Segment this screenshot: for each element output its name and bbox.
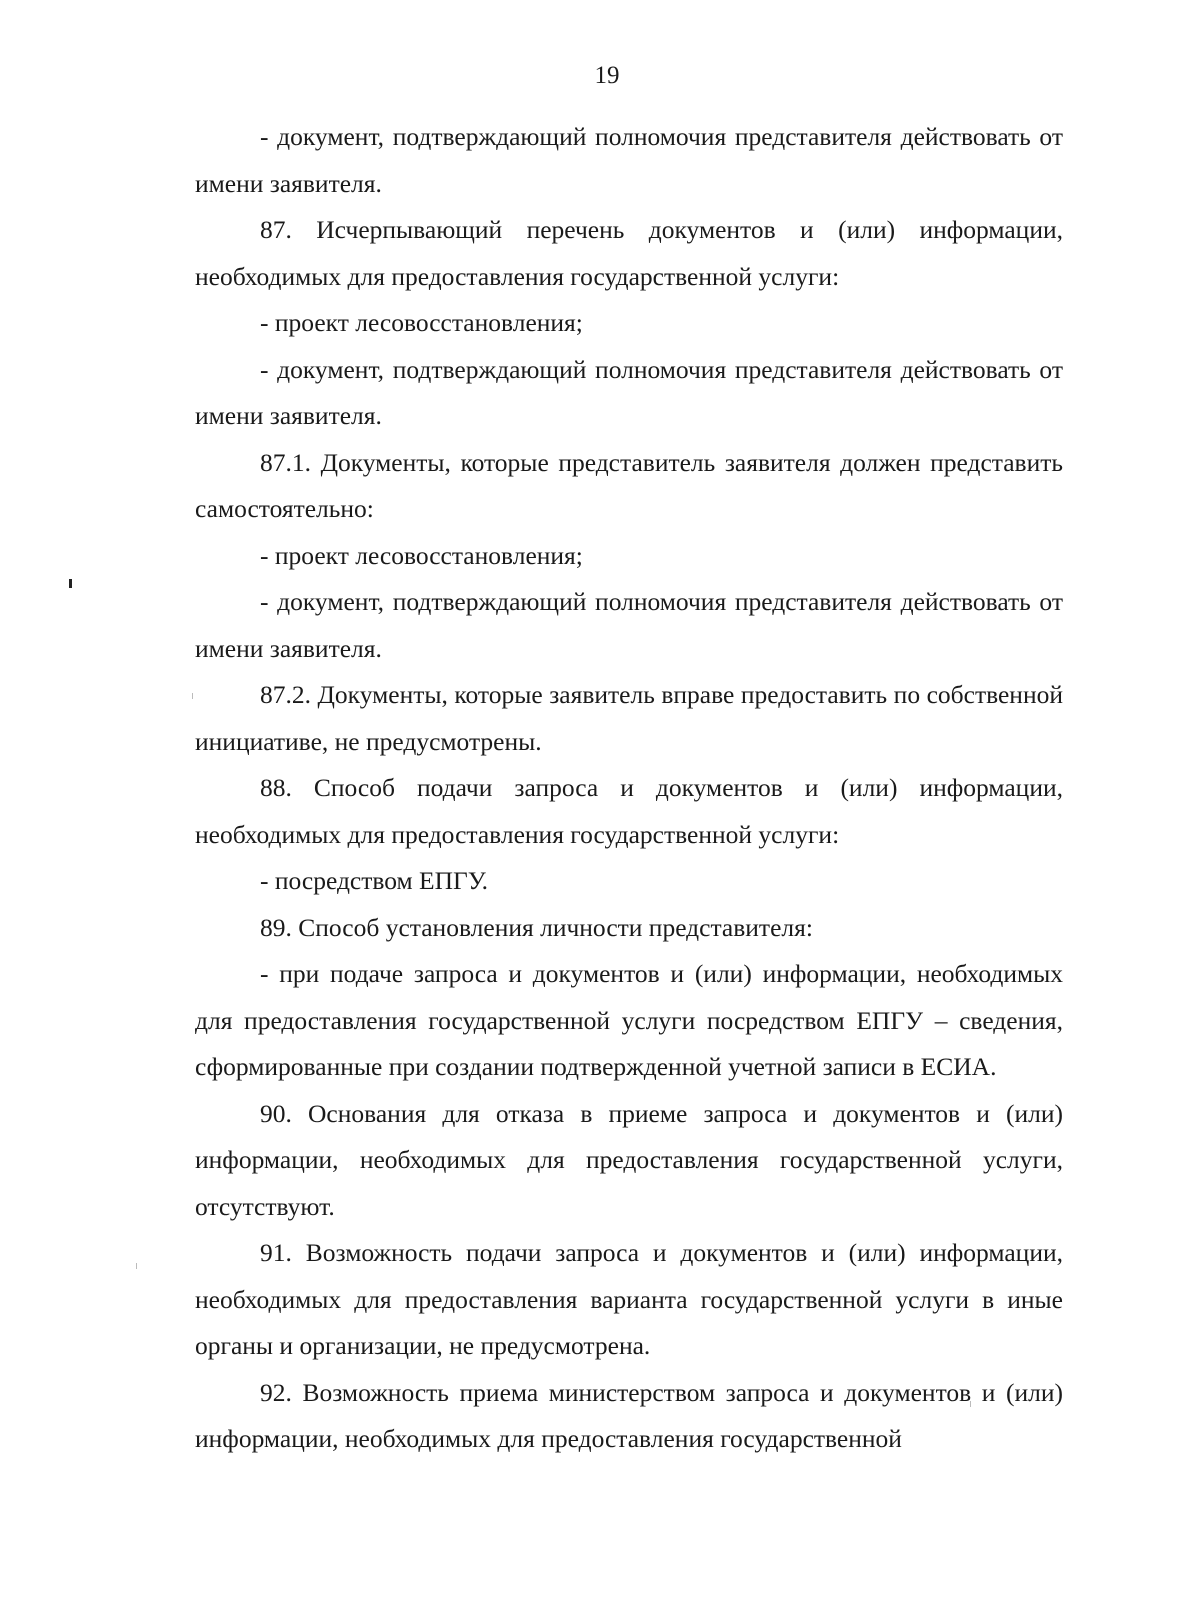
paragraph-87: 87. Исчерпывающий перечень документов и (или) информации, необходимых для предоставления государственной услуги: xyxy=(195,215,1063,291)
paragraph-88: 88. Способ подачи запроса и документов и (или) информации, необходимых для предоставления государственной услуги: xyxy=(195,773,1063,849)
document-body xyxy=(195,114,1063,1463)
paragraph-92: 92. Возможность приема министерством запроса и документов и (или) информации, необходимых для предоставления государственной xyxy=(195,1377,1063,1453)
paragraph-90: 90. Основания для отказа в приеме запроса и документов и (или) информации, необходимых для предоставления государственной услуги, отсутствуют. xyxy=(195,1098,1063,1221)
paragraph-87-2: 87.2. Документы, которые заявитель вправе предоставить по собственной инициативе, не предусмотрены. xyxy=(195,680,1063,756)
scan-mark xyxy=(136,1263,137,1269)
paragraph-91: 91. Возможность подачи запроса и документов и (или) информации, необходимых для предоставления варианта государственной услуги в иные органы и организации, не предусмотрена. xyxy=(195,1238,1063,1360)
page-number: 19 xyxy=(594,62,620,89)
list-item-reforestation-project: - проект лесовосстановления; xyxy=(260,540,583,570)
paragraph-representative-doc: - документ, подтверждающий полномочия представителя действовать от имени заявителя. xyxy=(195,122,1063,198)
scan-mark xyxy=(192,693,193,699)
list-item-representative-doc: - документ, подтверждающий полномочия представителя действовать от имени заявителя. xyxy=(195,587,1063,663)
list-item-reforestation-project: - проект лесовосстановления; xyxy=(260,308,583,337)
list-item-via-epgu: - посредством ЕПГУ. xyxy=(260,866,489,895)
scan-mark xyxy=(69,579,72,588)
list-item-identity-esia: - при подаче запроса и документов и (или) информации, необходимых для предоставления государственной услуги посредством ЕПГУ – сведения, сформированные при создании подтвержденной учетной записи в ЕСИА. xyxy=(195,959,1063,1081)
list-item-representative-doc: - документ, подтверждающий полномочия представителя действовать от имени заявителя. xyxy=(195,354,1063,430)
paragraph-89: 89. Способ установления личности представителя: xyxy=(260,912,813,942)
paragraph-87-1: 87.1. Документы, которые представитель заявителя должен представить самостоятельно: xyxy=(195,447,1063,523)
